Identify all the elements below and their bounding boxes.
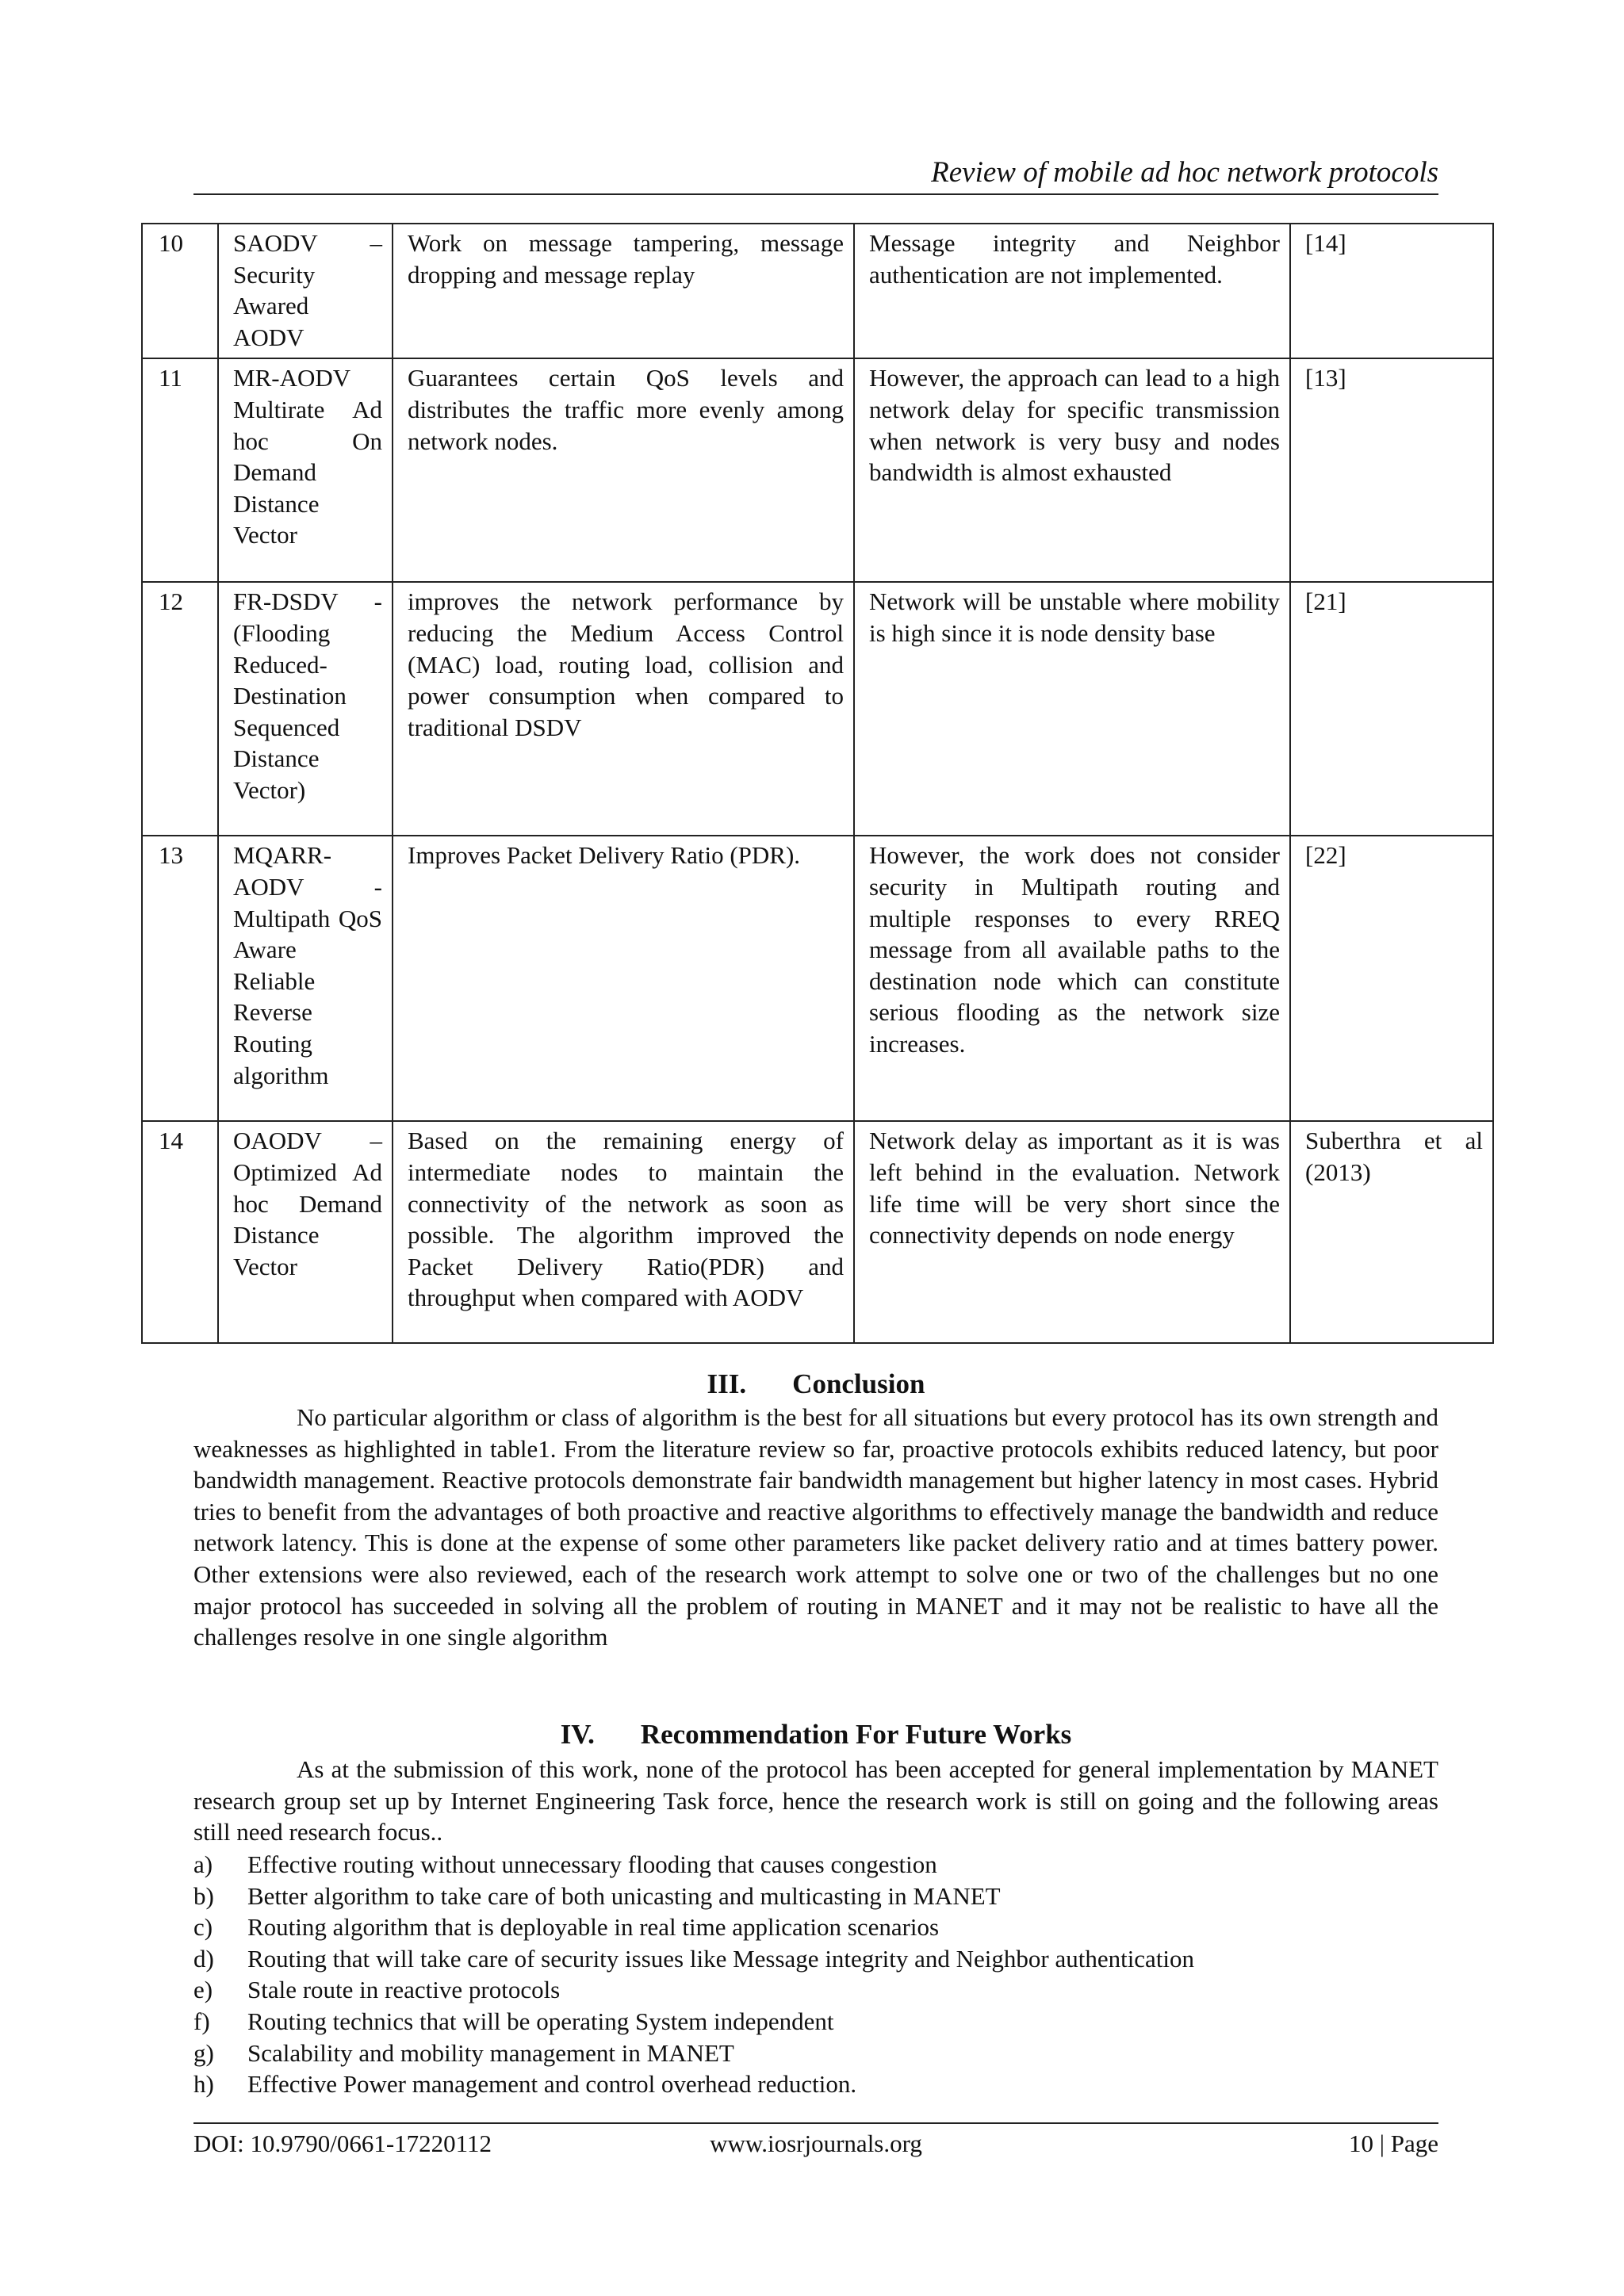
list-marker: f) [193, 2007, 210, 2035]
list-item-text: Effective Power management and control overhead reduction. [247, 2070, 857, 2099]
protocol-weakness: However, the approach can lead to a high network delay for specific transmission when network is very busy and nodes bandwidth is almost exhausted [854, 358, 1290, 582]
list-item-text: Better algorithm to take care of both unicasting and multicasting in MANET [247, 1881, 1001, 1910]
list-item-text: Routing technics that will be operating System independent [247, 2007, 834, 2035]
row-number: 12 [142, 582, 218, 836]
list-item [193, 2006, 1438, 2038]
list-item-text: Effective routing without unnecessary flooding that causes congestion [247, 1850, 937, 1878]
protocol-strength: Improves Packet Delivery Ratio (PDR). [393, 836, 854, 1121]
protocol-weakness: However, the work does not consider security in Multipath routing and multiple responses to every RREQ message from all available paths to the destination node which can constitute serious flooding as the network size increases. [854, 836, 1290, 1121]
protocol-strength: Guarantees certain QoS levels and distributes the traffic more evenly among network nodes. [393, 358, 854, 582]
list-marker: b) [193, 1881, 214, 1910]
protocol-reference: [21] [1290, 582, 1493, 836]
list-item [193, 1881, 1438, 1912]
table-row [142, 582, 1493, 836]
protocol-reference: [14] [1290, 224, 1493, 358]
running-header: Review of mobile ad hoc network protocols [931, 156, 1438, 189]
protocol-name: MQARR-AODV - Multipath QoS Aware Reliable Reverse Routing algorithm [218, 836, 393, 1121]
list-marker: e) [193, 1976, 213, 2004]
recommendation-list [193, 1849, 1438, 2100]
list-item-text: Stale route in reactive protocols [247, 1976, 561, 2004]
list-marker: g) [193, 2038, 214, 2067]
row-number: 10 [142, 224, 218, 358]
list-item-text: Routing that will take care of security issues like Message integrity and Neighbor authentication [247, 1944, 1195, 1973]
footer-rule [193, 2122, 1438, 2124]
protocol-weakness: Network delay as important as it is was left behind in the evaluation. Network life time will be very short since the connectivity depends on node energy [854, 1121, 1290, 1343]
header-rule [193, 193, 1438, 195]
table-row [142, 224, 1493, 358]
section-title: Recommendation For Future Works [640, 1719, 1072, 1750]
conclusion-paragraph: No particular algorithm or class of algorithm is the best for all situations but every protocol has its own strength and weaknesses as highlighted in table1. From the literature review so far, proactive protocols exhibits reduced latency, but poor bandwidth management. Reactive protocols demonstrate fair bandwidth management but higher latency in most cases. Hybrid tries to benefit from the advantages of both proactive and reactive algorithms to effectively manage the bandwidth and reduce network latency. This is done at the expense of some other parameters like packet delivery ratio and at times battery power. Other extensions were also reviewed, each of the research work attempt to solve one or two of the challenges but no one major protocol has succeeded in solving all the problem of routing in MANET and it may not be realistic to have all the challenges resolve in one single algorithm [193, 1403, 1438, 1651]
row-number: 13 [142, 836, 218, 1121]
protocol-name: SAODV – Security Awared AODV [218, 224, 393, 358]
list-marker: d) [193, 1944, 214, 1973]
protocol-strength: improves the network performance by reducing the Medium Access Control (MAC) load, routing load, collision and power consumption when compared to traditional DSDV [393, 582, 854, 836]
footer-doi: DOI: 10.9790/0661-17220112 [193, 2130, 492, 2157]
protocol-comparison-table [141, 223, 1494, 1344]
list-item [193, 2038, 1438, 2069]
protocol-strength: Based on the remaining energy of intermediate nodes to maintain the connectivity of the network as soon as possible. The algorithm improved the Packet Delivery Ratio(PDR) and throughput when compared with AODV [393, 1121, 854, 1343]
row-number: 14 [142, 1121, 218, 1343]
protocol-reference: Suberthra et al (2013) [1290, 1121, 1493, 1343]
list-item [193, 2068, 1438, 2100]
list-marker: a) [193, 1850, 213, 1878]
protocol-strength: Work on message tampering, message dropping and message replay [393, 224, 854, 358]
protocol-weakness: Message integrity and Neighbor authentication are not implemented. [854, 224, 1290, 358]
section-number: III. [707, 1368, 747, 1399]
protocol-name: FR-DSDV - (Flooding Reduced-Destination Sequenced Distance Vector) [218, 582, 393, 836]
recommendation-paragraph: As at the submission of this work, none of the protocol has been accepted for general implementation by MANET research group set up by Internet Engineering Task force, hence the research work is still on going and the following areas still need research focus.. [193, 1755, 1438, 1846]
list-marker: c) [193, 1913, 213, 1942]
protocol-name: MR-AODV Multirate Ad hoc On Demand Distance Vector [218, 358, 393, 582]
table-row [142, 1121, 1493, 1343]
list-item-text: Scalability and mobility management in MANET [247, 2038, 734, 2067]
table-row [142, 836, 1493, 1121]
table-row [142, 358, 1493, 582]
list-item [193, 1974, 1438, 2006]
footer-website: www.iosrjournals.org [710, 2130, 922, 2157]
protocol-name: OAODV – Optimized Ad hoc Demand Distance Vector [218, 1121, 393, 1343]
list-item [193, 1943, 1438, 1975]
protocol-weakness: Network will be unstable where mobility is high since it is node density base [854, 582, 1290, 836]
page-footer [193, 2128, 1438, 2160]
section-number: IV. [560, 1719, 595, 1750]
list-marker: h) [193, 2070, 214, 2099]
list-item [193, 1849, 1438, 1881]
section-title: Conclusion [792, 1368, 925, 1399]
recommendation-heading [193, 1719, 1438, 1751]
protocol-reference: [22] [1290, 836, 1493, 1121]
list-item-text: Routing algorithm that is deployable in real time application scenarios [247, 1913, 940, 1942]
list-item [193, 1911, 1438, 1943]
footer-page-number: 10 | Page [1349, 2130, 1438, 2157]
row-number: 11 [142, 358, 218, 582]
conclusion-heading [193, 1368, 1438, 1400]
protocol-reference: [13] [1290, 358, 1493, 582]
